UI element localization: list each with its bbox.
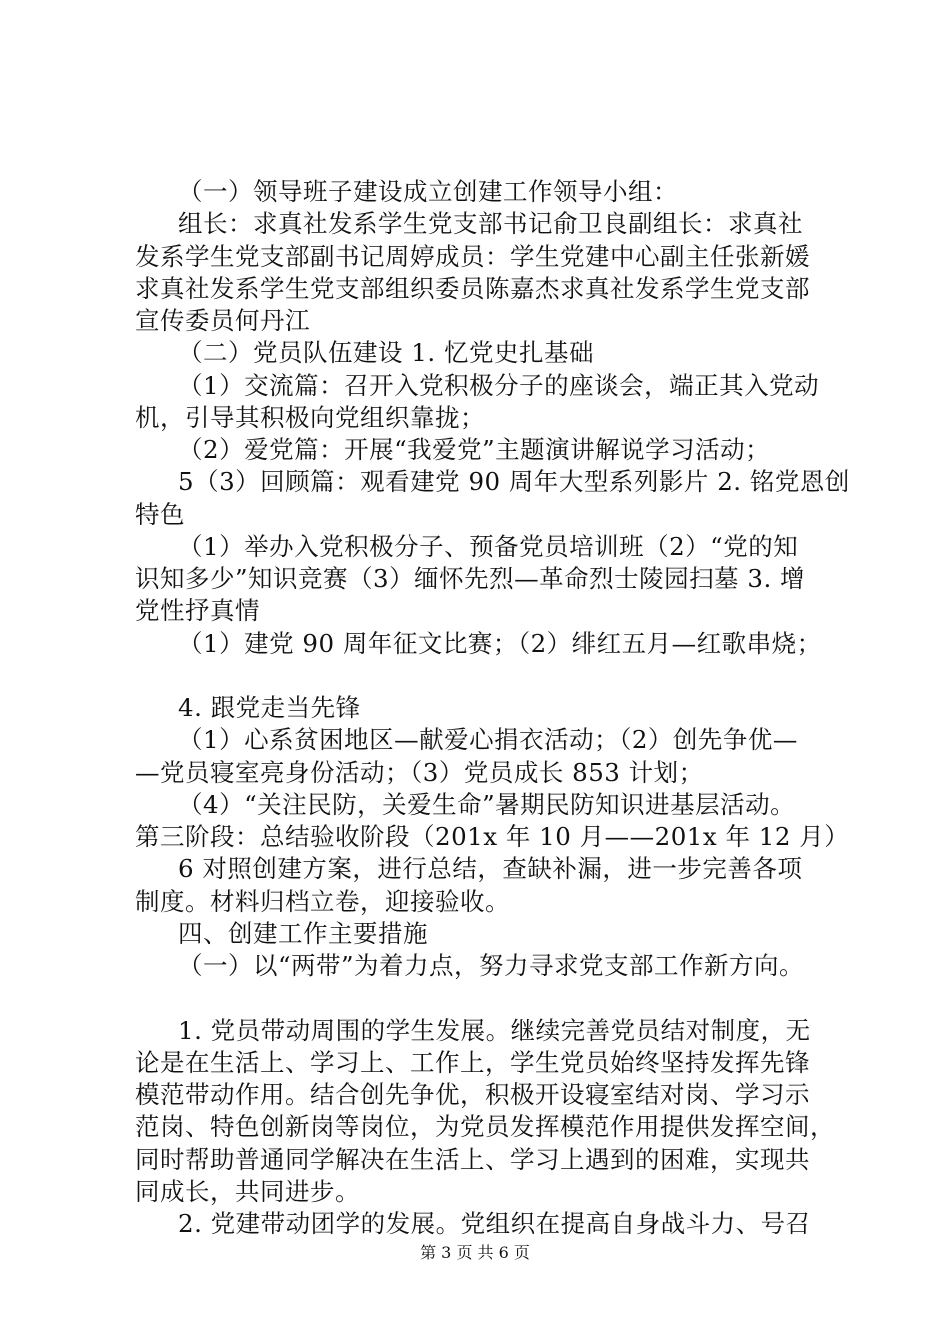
text-line-6: （二）党员队伍建设 1. 忆党史扎基础	[178, 338, 594, 367]
text-line-26: 论是在生活上、学习上、工作上，学生党员始终坚持发挥先锋	[135, 1048, 810, 1077]
text-line-20: 第三阶段：总结验收阶段（201x 年 10 月——201x 年 12 月）	[135, 822, 850, 851]
text-line-9: （2）爱党篇：开展“我爱党”主题演讲解说学习活动；	[178, 435, 771, 464]
text-line-30: 同成长，共同进步。	[135, 1177, 360, 1206]
text-line-18: —党员寝室亮身份活动；（3）党员成长 853 计划；	[135, 758, 704, 787]
text-line-11: 特色	[135, 500, 185, 529]
text-line-17: （1）心系贫困地区—献爱心捐衣活动；（2）创先争优—	[178, 725, 798, 754]
text-line-4: 求真社发系学生党支部组织委员陈嘉杰求真社发系学生党支部	[135, 274, 810, 303]
text-line-13: 识知多少”知识竞赛（3）缅怀先烈—革命烈士陵园扫墓 3. 增	[135, 564, 806, 593]
text-line-15: （1）建党 90 周年征文比赛；（2）绯红五月—红歌串烧；	[178, 629, 822, 658]
text-line-12: （1）举办入党积极分子、预备党员培训班（2）“党的知	[178, 532, 799, 561]
text-line-1: （一）领导班子建设成立创建工作领导小组：	[178, 177, 678, 206]
text-line-28: 范岗、特色创新岗等岗位，为党员发挥模范作用提供发挥空间，	[135, 1112, 835, 1141]
text-line-29: 同时帮助普通同学解决在生活上、学习上遇到的困难，实现共	[135, 1145, 810, 1174]
text-line-27: 模范带动作用。结合创先争优，积极开设寝室结对岗、学习示	[135, 1080, 810, 1109]
page-footer: 第 3 页 共 6 页	[420, 1243, 530, 1262]
text-line-5: 宣传委员何丹江	[135, 306, 310, 335]
text-line-19: （4）“关注民防，关爱生命”暑期民防知识进基层活动。	[178, 790, 796, 819]
text-line-25: 1. 党员带动周围的学生发展。继续完善党员结对制度，无	[178, 1016, 811, 1045]
text-line-31: 2. 党建带动团学的发展。党组织在提高自身战斗力、号召	[178, 1209, 811, 1238]
text-line-21: 6 对照创建方案，进行总结，查缺补漏，进一步完善各项	[178, 854, 803, 883]
text-line-24: （一）以“两带”为着力点，努力寻求党支部工作新方向。	[178, 951, 805, 980]
text-line-10: 5（3）回顾篇：观看建党 90 周年大型系列影片 2. 铭党恩创	[178, 467, 850, 496]
text-line-3: 发系学生党支部副书记周婷成员：学生党建中心副主任张新媛	[135, 242, 810, 271]
text-line-8: 机，引导其积极向党组织靠拢；	[135, 403, 485, 432]
text-line-2: 组长：求真社发系学生党支部书记俞卫良副组长：求真社	[178, 209, 803, 238]
text-line-22: 制度。材料归档立卷，迎接验收。	[135, 887, 510, 916]
text-line-23: 四、创建工作主要措施	[178, 919, 428, 948]
text-line-14: 党性抒真情	[135, 596, 260, 625]
text-line-7: （1）交流篇：召开入党积极分子的座谈会，端正其入党动	[178, 371, 820, 400]
text-line-16: 4. 跟党走当先锋	[178, 693, 361, 722]
